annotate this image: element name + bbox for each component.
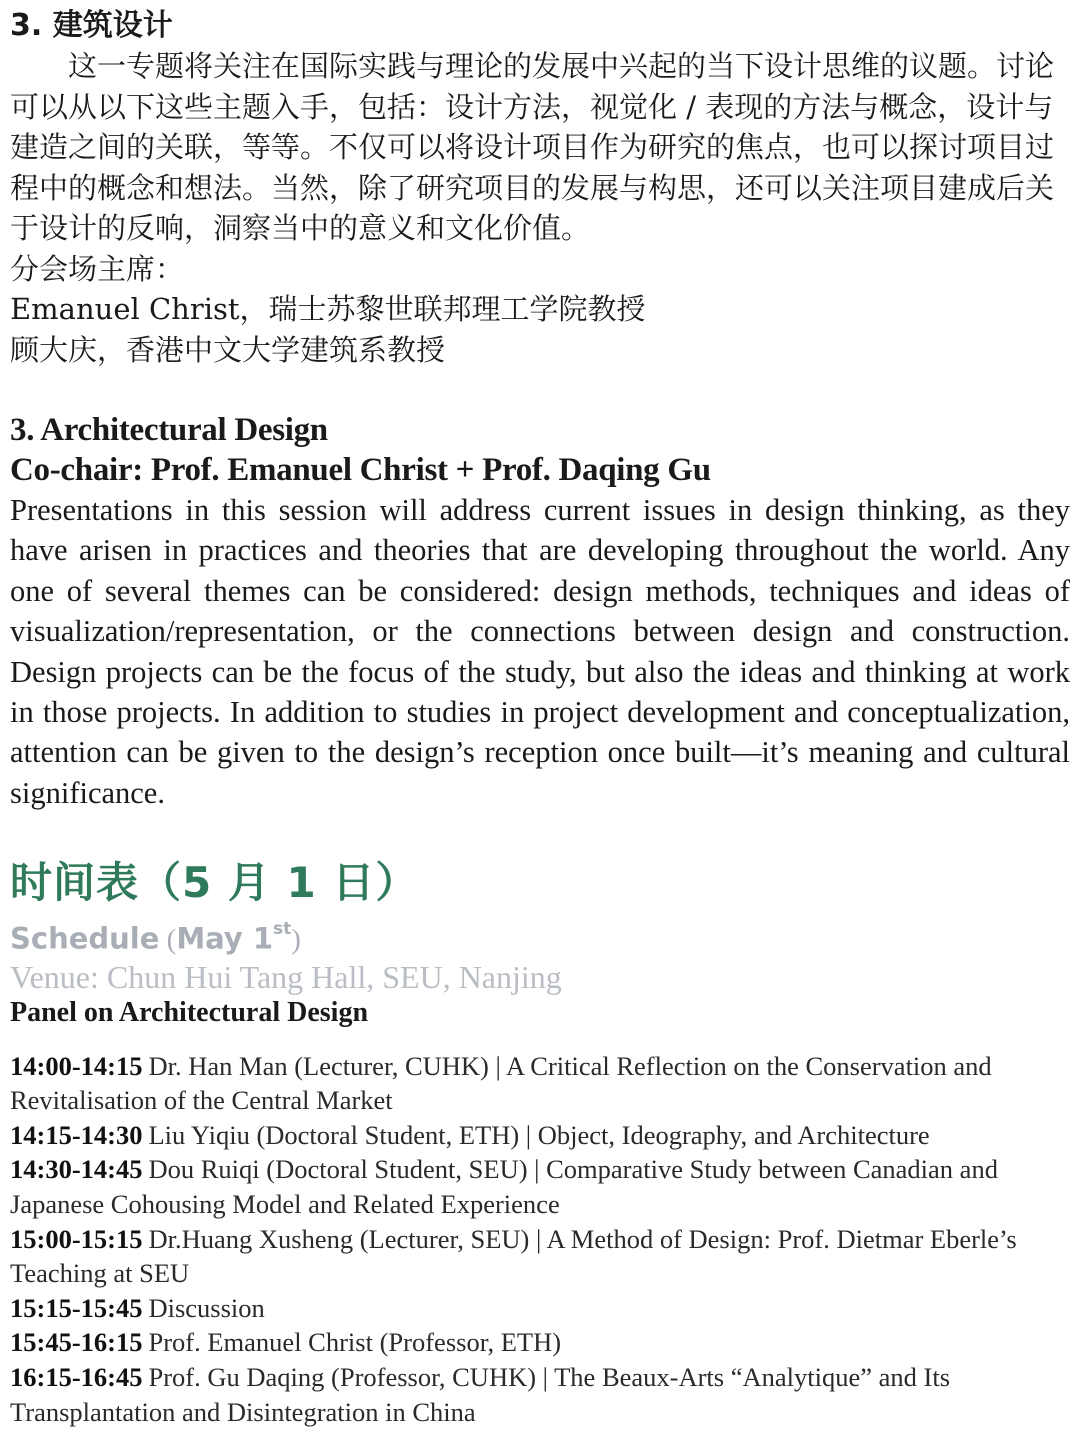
schedule-venue: Venue: Chun Hui Tang Hall, SEU, Nanjing [10, 958, 562, 995]
schedule-item-text: Dr.Huang Xusheng (Lecturer, SEU) | A Method of Design: Prof. Dietmar Eberle’s Teaching at SEU [10, 1223, 1017, 1289]
schedule-english-title [10, 914, 1070, 959]
schedule-item-time: 15:00-15:15 [10, 1223, 143, 1254]
schedule-item-time: 14:15-14:30 [10, 1119, 143, 1150]
chinese-chair-1: Emanuel Christ，瑞士苏黎世联邦理工学院教授 [10, 292, 646, 326]
schedule-item [10, 1291, 1070, 1326]
schedule-item-text: Dr. Han Man (Lecturer, CUHK) | A Critical Reflection on the Conservation and Revitalisation of the Central Market [10, 1050, 992, 1116]
schedule-section [10, 852, 1070, 1429]
chinese-section [10, 2, 1070, 370]
schedule-date: May 1 [176, 921, 274, 956]
schedule-chinese-title: 时间表（5 月 1 日） [10, 858, 419, 907]
schedule-item [10, 1222, 1070, 1291]
schedule-item-text: Dou Ruiqi (Doctoral Student, SEU) | Comparative Study between Canadian and Japanese Cohousing Model and Related Experience [10, 1154, 998, 1220]
chinese-chairs-label: 分会场主席： [10, 251, 185, 286]
english-section-heading: 3. Architectural Design [10, 412, 328, 448]
schedule-item [10, 1049, 1070, 1118]
english-section-body: Presentations in this session will address current issues in design thinking, as they have arisen in practices and theories that are developing throughout the world. Any one of several themes can be considered: design methods, techniques and ideas of visualization/representation, or the connections between design and construction. Design projects can be the focus of the study, but also the ideas and thinking at work in those projects. In addition to studies in project development and conceptualization, attention can be given to the design’s reception once built—it’s meaning and cultural significance. [10, 493, 1070, 810]
schedule-item [10, 1325, 1070, 1360]
schedule-paren-open: ( [159, 923, 177, 956]
schedule-item-text: Prof. Gu Daqing (Professor, CUHK) | The Beaux-Arts “Analytique” and Its Transplantation and Disintegration in China [10, 1362, 951, 1427]
schedule-item-text: Liu Yiqiu (Doctoral Student, ETH) | Object, Ideography, and Architecture [148, 1119, 930, 1150]
schedule-date-suffix: st [273, 919, 292, 939]
schedule-item-text: Prof. Emanuel Christ (Professor, ETH) [148, 1327, 562, 1358]
schedule-item-time: 15:45-16:15 [10, 1327, 143, 1358]
schedule-item-time: 15:15-15:45 [10, 1292, 143, 1323]
chinese-section-heading: 3. 建筑设计 [10, 8, 173, 43]
schedule-paren-close: ) [291, 923, 301, 956]
schedule-item [10, 1118, 1070, 1153]
chinese-chair-2: 顾大庆，香港中文大学建筑系教授 [10, 332, 446, 367]
schedule-item-time: 14:00-14:15 [10, 1050, 143, 1081]
schedule-item-time: 14:30-14:45 [10, 1154, 143, 1185]
schedule-item-text: Discussion [148, 1292, 265, 1323]
english-cochair-line: Co-chair: Prof. Emanuel Christ + Prof. Daqing Gu [10, 452, 711, 488]
panel-title: Panel on Architectural Design [10, 996, 369, 1028]
schedule-title-text: Schedule [10, 921, 160, 956]
schedule-list [10, 1049, 1070, 1430]
chinese-section-paragraph: 这一专题将关注在国际实践与理论的发展中兴起的当下设计思维的议题。讨论可以从以下这些主题入手，包括：设计方法，视觉化 / 表现的方法与概念，设计与建造之间的关联，等等。不仅可以将设计项目作为研究的焦点，也可以探讨项目过程中的概念和想法。当然，除了研究项目的发展与构思，还可以关注项目建成后关于设计的反响，洞察当中的意义和文化价值。 [10, 49, 1055, 245]
schedule-item [10, 1152, 1070, 1221]
schedule-item [10, 1360, 1070, 1429]
schedule-item-time: 16:15-16:45 [10, 1362, 143, 1392]
english-section [10, 410, 1070, 813]
